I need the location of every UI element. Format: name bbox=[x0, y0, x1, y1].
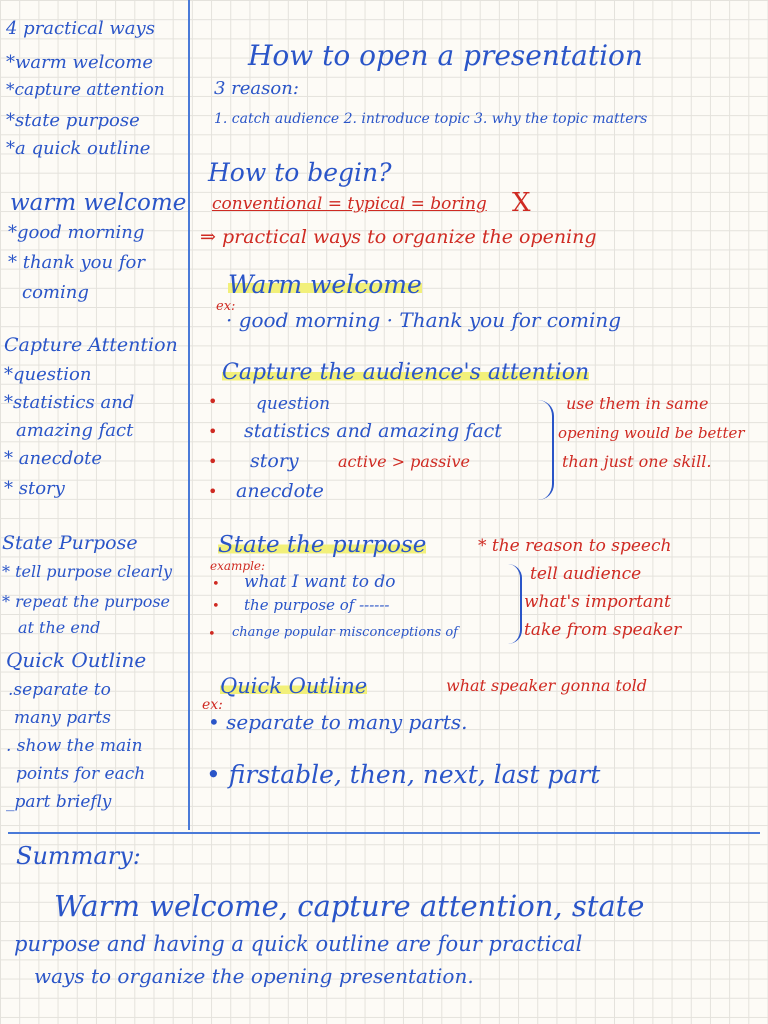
bullet-red: • bbox=[208, 422, 218, 441]
sidebar-overview-item: *state purpose bbox=[6, 110, 140, 131]
begin-title: How to begin? bbox=[208, 158, 392, 187]
capture-item: story bbox=[250, 450, 299, 472]
summary-line: purpose and having a quick outline are four practical bbox=[14, 932, 583, 956]
sidebar-capture-item: amazing fact bbox=[16, 420, 134, 441]
purpose-heading: State the purpose bbox=[218, 532, 427, 558]
capture-item: anecdote bbox=[236, 480, 324, 502]
purpose-item: the purpose of ------ bbox=[244, 596, 390, 614]
outline-item: • separate to many parts. bbox=[208, 710, 468, 734]
summary-label: Summary: bbox=[16, 842, 141, 870]
capture-bracket bbox=[538, 400, 554, 500]
sidebar-outline-item: .separate to bbox=[8, 680, 111, 700]
sidebar-capture-item: *statistics and bbox=[4, 392, 135, 413]
sidebar-outline-item: many parts bbox=[14, 708, 111, 728]
outline-item: • firstable, then, next, last part bbox=[206, 760, 601, 789]
sidebar-overview-item: *capture attention bbox=[6, 80, 165, 100]
capture-note: use them in same bbox=[566, 394, 709, 413]
purpose-note: take from speaker bbox=[524, 620, 682, 640]
capture-heading: Capture the audience's attention bbox=[222, 360, 590, 385]
sidebar-capture-item: * anecdote bbox=[4, 448, 103, 469]
warm-examples: · good morning · Thank you for coming bbox=[226, 308, 622, 332]
warm-heading: Warm welcome bbox=[228, 270, 422, 299]
page-title: How to open a presentation bbox=[248, 39, 643, 72]
purpose-note: tell audience bbox=[530, 564, 642, 584]
capture-note: opening would be better bbox=[558, 424, 745, 442]
sidebar-overview-title: 4 practical ways bbox=[6, 18, 155, 39]
outline-note: what speaker gonna told bbox=[446, 676, 647, 695]
conventional-text: conventional = typical = boring bbox=[212, 194, 487, 214]
example-label: example: bbox=[210, 559, 266, 573]
sidebar-warm-title: warm welcome bbox=[10, 190, 187, 216]
capture-note: than just one skill. bbox=[562, 452, 712, 471]
capture-item: statistics and amazing fact bbox=[244, 420, 502, 442]
sidebar-outline-item: _part briefly bbox=[6, 792, 112, 812]
active-note: active > passive bbox=[338, 452, 470, 471]
ex-label: ex: bbox=[216, 299, 236, 314]
sidebar-purpose-item: * tell purpose clearly bbox=[2, 562, 173, 581]
practical-text: ⇒ practical ways to organize the opening bbox=[200, 226, 597, 248]
sidebar-purpose-item: at the end bbox=[18, 618, 101, 637]
sidebar-purpose-title: State Purpose bbox=[2, 532, 138, 554]
summary-divider bbox=[8, 832, 760, 834]
sidebar-warm-item: coming bbox=[22, 282, 89, 303]
bullet-red: • bbox=[208, 452, 218, 471]
summary-line: Warm welcome, capture attention, state bbox=[54, 889, 645, 923]
sidebar-warm-item: *good morning bbox=[8, 222, 145, 243]
sidebar-outline-title: Quick Outline bbox=[6, 648, 147, 672]
purpose-item: what I want to do bbox=[244, 572, 396, 592]
bullet-red: • bbox=[208, 482, 218, 501]
bullet-red: • bbox=[208, 392, 218, 411]
sidebar-purpose-item: * repeat the purpose bbox=[2, 592, 171, 611]
bullet-red: • bbox=[212, 599, 220, 614]
bullet-red: • bbox=[208, 627, 216, 642]
sidebar-warm-item: * thank you for bbox=[8, 252, 145, 273]
sidebar-outline-item: points for each bbox=[16, 764, 146, 784]
ex-label: ex: bbox=[202, 697, 223, 713]
cross-mark: X bbox=[512, 188, 531, 218]
capture-item: question bbox=[256, 394, 331, 414]
sidebar-capture-title: Capture Attention bbox=[4, 334, 178, 356]
reasons-text: 1. catch audience 2. introduce topic 3. why the topic matters bbox=[214, 111, 648, 127]
bullet-red: • bbox=[212, 577, 220, 592]
sidebar-outline-item: . show the main bbox=[6, 736, 143, 756]
outline-heading: Quick Outline bbox=[220, 674, 368, 698]
purpose-note: what's important bbox=[524, 592, 671, 612]
sidebar-overview-item: *warm welcome bbox=[6, 52, 153, 73]
sidebar-capture-item: *question bbox=[4, 364, 92, 385]
purpose-reason: * the reason to speech bbox=[478, 536, 672, 556]
sidebar-overview-item: *a quick outline bbox=[6, 138, 151, 159]
purpose-item: change popular misconceptions of bbox=[232, 625, 458, 640]
reasons-label: 3 reason: bbox=[214, 78, 299, 99]
purpose-bracket bbox=[508, 564, 522, 644]
margin-line bbox=[188, 0, 190, 830]
sidebar-capture-item: * story bbox=[4, 478, 65, 499]
summary-line: ways to organize the opening presentation. bbox=[34, 964, 474, 988]
